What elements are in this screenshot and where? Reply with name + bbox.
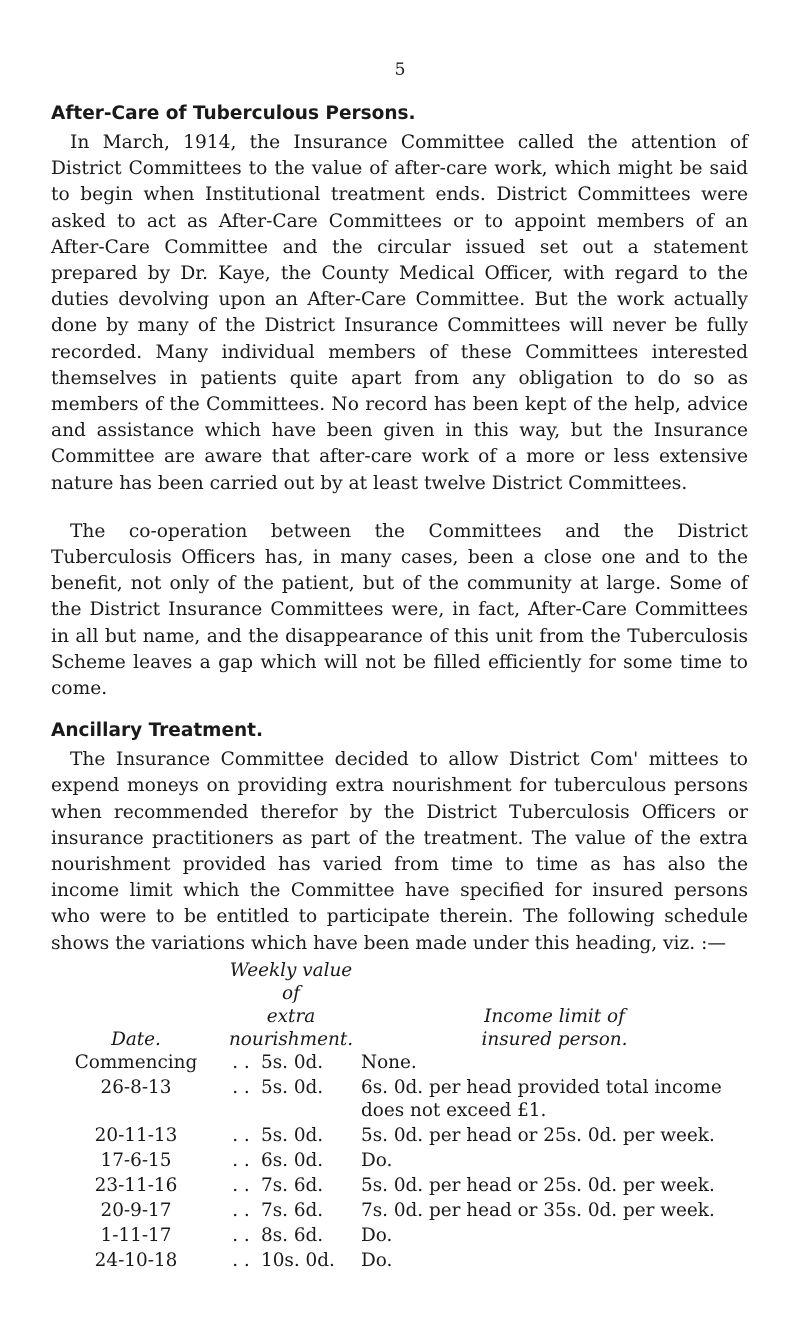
table-row: [51, 1124, 748, 1149]
table-row: [51, 1199, 748, 1224]
table-row: [51, 1249, 748, 1274]
row-date: 23-11-16: [94, 1174, 178, 1196]
leader-dots: . .: [232, 1249, 250, 1271]
header-income-limit: [361, 959, 748, 1051]
table-row: [51, 1076, 748, 1124]
leader-dots: . .: [232, 1174, 250, 1196]
row-value: 5s. 0d.: [261, 1051, 324, 1073]
header-date: Date.: [111, 1028, 161, 1050]
schedule-table: [51, 959, 748, 1274]
leader-dots: . .: [232, 1051, 250, 1073]
page-content: [51, 103, 748, 1274]
leader-dots: . .: [232, 1124, 250, 1146]
row-date: 20-11-13: [94, 1124, 178, 1146]
row-limit: 7s. 0d. per head or 35s. 0d. per week.: [361, 1199, 715, 1221]
row-limit: None.: [361, 1051, 417, 1073]
page-number: 5: [394, 60, 406, 80]
paragraph: In March, 1914, the Insurance Committee called the attention of District Committees to the value of after-care work, which might be said to begin when Institutional treatment ends. District Committees were asked to act as After-Care Committees or to appoint members of an After-Care Committee and the circular issued set out a statement prepared by Dr. Kaye, the County Medical Officer, with regard to the duties devolving upon an After-Care Committee. But the work actually done by many of the District Insurance Committees will never be fully recorded. Many individual members of these Committees interested themselves in patients quite apart from any obligation to do so as members of the Committees. No record has been kept of the help, advice and assistance which have been given in this way, but the Insurance Committee are aware that after-care work of a more or less extensive nature has been carried out by at least twelve District Committees.: [51, 132, 748, 494]
header-income-limit-line2: insured person.: [481, 1028, 628, 1050]
row-value: 7s. 6d.: [261, 1199, 324, 1221]
table-row: [51, 1149, 748, 1174]
header-income-limit-line1: Income limit of: [484, 1005, 625, 1027]
header-weekly-value-line1: Weekly value of: [229, 959, 353, 1004]
header-weekly-value: [221, 959, 361, 1051]
row-limit: 6s. 0d. per head provided total income does not exceed £1.: [361, 1076, 722, 1121]
section-heading-after-care: After-Care of Tuberculous Persons.: [51, 103, 416, 124]
row-date: Commencing: [74, 1051, 198, 1073]
row-value: 5s. 0d.: [261, 1124, 324, 1146]
row-limit: Do.: [361, 1224, 393, 1246]
row-value: 6s. 0d.: [261, 1149, 324, 1171]
leader-dots: . .: [232, 1199, 250, 1221]
row-value: 7s. 6d.: [261, 1174, 324, 1196]
row-date: 24-10-18: [94, 1249, 178, 1271]
section-heading-ancillary-treatment: Ancillary Treatment.: [51, 720, 264, 742]
row-date: 20-9-17: [100, 1199, 172, 1221]
schedule-header-row: [51, 959, 748, 1051]
row-date: 17-6-15: [100, 1149, 172, 1171]
row-value: 5s. 0d.: [261, 1076, 324, 1098]
table-row: [51, 1224, 748, 1249]
row-limit: 5s. 0d. per head or 25s. 0d. per week.: [361, 1124, 715, 1146]
leader-dots: . .: [232, 1224, 250, 1246]
table-row: [51, 1174, 748, 1199]
table-row: [51, 1051, 748, 1076]
row-date: 26-8-13: [100, 1076, 172, 1098]
header-weekly-value-line2: extra nourishment.: [228, 1005, 354, 1050]
row-limit: Do.: [361, 1149, 393, 1171]
row-limit: 5s. 0d. per head or 25s. 0d. per week.: [361, 1174, 715, 1196]
row-value: 8s. 6d.: [261, 1224, 324, 1246]
paragraph: The Insurance Committee decided to allow District Com' mittees to expend moneys on providing extra nourishment for tuberculous persons when recommended therefor by the District Tuberculosis Officers or insurance practitioners as part of the treatment. The value of the extra nourishment provided has varied from time to time as has also the income limit which the Committee have specified for insured persons who were to be entitled to participate therein. The following schedule shows the variations which have been made under this heading, viz. :—: [51, 749, 748, 954]
leader-dots: . .: [232, 1149, 250, 1171]
row-date: 1-11-17: [100, 1224, 172, 1246]
leader-dots: . .: [232, 1076, 250, 1098]
row-limit: Do.: [361, 1249, 393, 1271]
row-value: 10s. 0d.: [261, 1249, 335, 1271]
paragraph: The co-operation between the Committees and the District Tuberculosis Officers has, in many cases, been a close one and to the benefit, not only of the patient, but of the community at large. Some of the District Insurance Committees were, in fact, After-Care Committees in all but name, and the disappearance of this unit from the Tuberculosis Scheme leaves a gap which will not be filled efficiently for some time to come.: [51, 520, 748, 700]
